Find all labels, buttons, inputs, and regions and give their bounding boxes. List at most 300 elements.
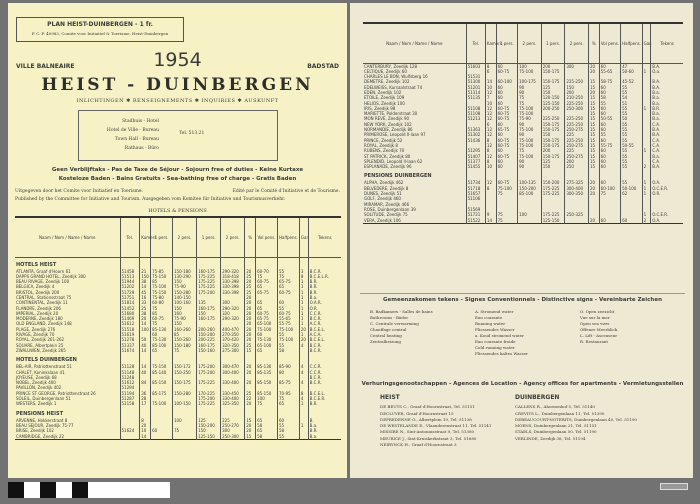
table-cell: 200 (541, 148, 565, 153)
table-cell: C.A. (651, 159, 683, 164)
table-cell: 51108 (466, 111, 485, 116)
table-cell: 100 (518, 212, 542, 217)
table-cell: B.a. (651, 111, 683, 116)
table-cell: 100 (173, 418, 197, 423)
table-cell: 75-130 (256, 337, 278, 342)
hotel-name: CAMBRIDGE, Zeedijk 22 (16, 433, 65, 439)
table-cell: 51158 (120, 401, 140, 406)
legend-item: C. Centrale verwarming (370, 321, 419, 326)
left-page (8, 3, 347, 478)
table-cell: 51278 (120, 337, 140, 342)
table-cell: 160-175 (197, 316, 221, 321)
table-cell: 51213 (466, 116, 485, 121)
column-header: Tekens (651, 23, 683, 63)
cell (518, 169, 542, 180)
table-cell: 318-418 (221, 274, 245, 279)
hotel-name: DAPPS GRAND HOTEL, Zeedijk 300 (16, 273, 86, 279)
duinbergen-title: DUINBERGEN (515, 394, 560, 401)
table-cell: 15 (245, 418, 256, 423)
table-cell: 150-200 (518, 186, 542, 191)
table-cell: 51531 (466, 74, 485, 79)
table-cell: 60 (599, 159, 620, 164)
table-cell: 120-150 (541, 95, 565, 100)
table-cell: 75-100 (518, 69, 542, 74)
table-cell: 75-150 (151, 290, 173, 295)
table-cell: 150-175 (541, 138, 565, 143)
table-cell: 250 (565, 164, 589, 169)
table-cell: 2 (642, 164, 651, 169)
agency-item: DE BEUTS C., Graaf d'Hoornstraat, Tel. 51151 (380, 404, 475, 410)
table-cell: 55 (621, 154, 642, 159)
table-cell: 15 (588, 116, 599, 121)
cell (173, 353, 197, 364)
hotel-name: SOLITUDE, Zeedijk 75 (364, 212, 408, 218)
table-cell: 150 (173, 321, 197, 326)
table-cell: 14 (485, 218, 496, 224)
agencies-duinbergen (515, 395, 665, 442)
table-cell: 55 (621, 85, 642, 90)
table-cell: 75-150 (151, 364, 173, 369)
table-cell: 40 (140, 343, 151, 348)
page-title: HEIST - DUINBERGEN (41, 75, 314, 95)
table-cell: 60 (278, 300, 300, 305)
table-cell: 51202 (120, 284, 140, 289)
table-cell: B.C.R. (308, 343, 341, 348)
heist-title: HEIST (380, 394, 400, 401)
table-cell: 1 (299, 295, 308, 300)
legend-item: O. Open zeezicht (580, 309, 615, 314)
table-cell: 1 (299, 300, 308, 305)
column-header: Halfpens. (621, 23, 642, 63)
table-cell: 85 (151, 279, 173, 284)
table-cell: 55 (278, 343, 300, 348)
table-cell: 160-175 (197, 343, 221, 348)
table-cell: 1 (642, 180, 651, 185)
table-cell: 55 (621, 159, 642, 164)
table-cell: 4 (299, 364, 308, 369)
table-cell: 85 (151, 311, 173, 316)
table-cell: 15 (588, 143, 599, 148)
legend-item: Open sea view (580, 321, 610, 326)
table-cell: C.A. (651, 148, 683, 153)
table-cell: 20 (588, 69, 599, 74)
table-cell: 75 (173, 348, 197, 353)
column-header: Halfpens. (278, 217, 300, 257)
table-cell: 14 (485, 79, 496, 84)
table-cell: 50-100 (621, 186, 642, 191)
cell (299, 257, 308, 269)
table-cell: 75 (496, 218, 517, 224)
table-cell: 8 (140, 418, 151, 423)
table-cell: O.a. (651, 69, 683, 74)
hotel-name: IMPERIAL, Zeedijk 20 (16, 310, 59, 316)
info-label: Town Hall - Bureau (114, 137, 159, 142)
table-cell: O.C.E.R. (651, 186, 683, 191)
table-cell: 12 (485, 132, 496, 137)
table-cell: B.R. (308, 284, 341, 289)
table-cell: 65 (256, 418, 278, 423)
table-cell: 65-100 (256, 321, 278, 326)
table-cell: 60 (496, 101, 517, 106)
table-cell: 100 (256, 396, 278, 401)
table-cell: 51108 (466, 106, 485, 111)
table-cell: 225 (565, 132, 589, 137)
table-cell: 70-95 (278, 391, 300, 396)
table-cell: 51814 (120, 300, 140, 305)
legend-item: R. Restaurant (580, 339, 609, 344)
pub-en-de: Published by the Committee for Initiative and Tourism. Ausgegeben vom Komitee für Initiative und Tourismusverkehr. (15, 197, 286, 202)
table-cell: 225-250 (565, 101, 589, 106)
table-cell: 15 (588, 138, 599, 143)
plan-box (16, 17, 184, 42)
table-cell: 200-250 (541, 106, 565, 111)
table-cell: 20 (245, 306, 256, 311)
table-cell: 320-350 (221, 343, 245, 348)
table-cell: 51944 (120, 279, 140, 284)
group-title: PENSIONS HEIST (16, 410, 63, 417)
table-cell: 51522 (466, 218, 485, 224)
table-cell: 160-175 (197, 306, 221, 311)
table-cell: 330-398 (221, 284, 245, 289)
table-cell: 75-100 (518, 154, 542, 159)
agency-item: NEIRYNCK H., Graaf d'Hoornstraat 3 (380, 442, 457, 448)
table-cell: 200 (565, 90, 589, 95)
table-cell: 60-75 (151, 316, 173, 321)
table-cell: 51657 (466, 191, 485, 196)
table-cell: 60 (496, 132, 517, 137)
table-cell: 51135 (466, 95, 485, 100)
table-cell: 25 (245, 391, 256, 396)
hotel-name: PLAGE, Zeedijk 276 (16, 326, 56, 332)
table-cell: 175-225 (197, 279, 221, 284)
table-cell: 55 (599, 101, 620, 106)
agency-item: DEPREDENNE O., Albertplein 19, Tel. 51138 (380, 416, 472, 422)
table-cell: 100 (518, 63, 542, 69)
table-cell: 150-175 (541, 122, 565, 127)
table-cell: 175-200 (197, 370, 221, 375)
group-heading (15, 257, 341, 269)
table-cell: 62 (621, 191, 642, 196)
table-cell: 60 (496, 148, 517, 153)
publisher-line-2 (15, 197, 340, 202)
table-cell: 20 (299, 337, 308, 342)
table-cell: 58 (256, 434, 278, 440)
table-cell: 55 (621, 90, 642, 95)
table-cell: 290-320 (221, 306, 245, 311)
table-cell: 25 (245, 343, 256, 348)
table-cell: 290-320 (221, 269, 245, 274)
table-cell: B.C.E.L. (308, 337, 341, 342)
table-cell: 51721 (466, 212, 485, 217)
legend-item: Cold running water (475, 345, 515, 350)
table-cell: 125 (541, 159, 565, 164)
table-cell: 12 (485, 111, 496, 116)
table-cell: 12 (485, 154, 496, 159)
table-cell: C.C.R. (308, 311, 341, 316)
legend-item: Fliessendes kaltes Wasser (475, 351, 528, 356)
table-cell: 20 (140, 316, 151, 321)
agency-item: MISSIRE N., Sint-Antoniusstraat 9, Tel. 51380 (380, 429, 475, 435)
table-cell: 7 (485, 95, 496, 100)
table-cell: 4 (299, 396, 308, 401)
table-cell: B.A. (651, 85, 683, 90)
hotel-name: MARIETTE, Polderstraat 30 (364, 111, 418, 117)
table-cell: 330-450 (221, 391, 245, 396)
table-cell: 75-100 (256, 327, 278, 332)
table-cell: 85-150 (256, 391, 278, 396)
table-cell: 75-150 (151, 274, 173, 279)
cell (173, 407, 197, 418)
hotel-name: ETOILE, Zeedijk 109 (364, 95, 405, 101)
hotels-table-right (363, 22, 683, 224)
table-cell: 15 (245, 434, 256, 440)
agency-item: DE WESTELANDE E., Vlaanderenstraat 11, Tel. 51141 (380, 423, 492, 429)
table-cell: 60 (496, 90, 517, 95)
table-cell: 225-250 (565, 122, 589, 127)
table-cell: 175-225 (541, 186, 565, 191)
hotel-name: BELVEDERE, Zeedijk 8 (364, 185, 409, 191)
hotel-name: ST PATRICK, Zeedijk 80 (364, 153, 411, 159)
hotel-name: CELTIQUE, Zeedijk 60 (364, 68, 407, 74)
agency-item: DECLUYER, Graaf d'Hoornstraat 15 (380, 410, 454, 416)
column-header: Gar. (299, 217, 308, 257)
table-cell: 330-400 (221, 396, 245, 401)
table-cell: 20 (299, 327, 308, 332)
column-header: % (245, 217, 256, 257)
legend-item: L. Lift - Ascenseur (580, 333, 618, 338)
legend-item: B. Badkamers - Salles de bains (370, 309, 433, 314)
table-cell: 75-100 (278, 327, 300, 332)
table-cell: 22 (245, 396, 256, 401)
hotel-name: ROSE, Duinbergenlaan 39 (364, 206, 416, 212)
table-cell: 55-75 (599, 143, 620, 148)
table-cell: 60-75 (496, 116, 517, 121)
table-cell: 20 (245, 332, 256, 337)
table-cell: 75 (151, 306, 173, 311)
hotel-name: MON REVE, Zeedijk 90 (364, 116, 410, 122)
table-cell: 60 (599, 138, 620, 143)
table-cell: 20 (245, 428, 256, 433)
group-title: HOTELS HEIST (16, 261, 57, 268)
table-cell: 330-398 (221, 279, 245, 284)
column-header: 1 pers. (151, 217, 173, 257)
table-cell: 150-175 (541, 143, 565, 148)
table-cell: 51624 (120, 428, 140, 433)
table-cell: 75-100 (518, 106, 542, 111)
table-cell: 14 (140, 364, 151, 369)
table-cell: 65-75 (278, 279, 300, 284)
table-cell: 75 (518, 101, 542, 106)
table-cell: 60-75 (278, 290, 300, 295)
table-cell: 20 (245, 423, 256, 428)
table-cell: 65 (256, 348, 278, 353)
table-cell: 20 (245, 380, 256, 385)
cell (197, 257, 221, 269)
table-cell: 150-160 (197, 348, 221, 353)
table-cell: 20 (245, 370, 256, 375)
table-cell: 12 (485, 106, 496, 111)
cell (197, 353, 221, 364)
table-cell: 20 (245, 364, 256, 369)
table-cell: 85-100 (518, 191, 542, 196)
table-cell: 90 (518, 90, 542, 95)
table-cell: 225-250 (565, 138, 589, 143)
table-cell: 275-325 (565, 180, 589, 185)
table-cell: 20 (245, 279, 256, 284)
table-cell: 6 (485, 122, 496, 127)
hotel-name: BEL-AIR, Patriottenstraat 51 (16, 364, 72, 370)
table-cell: 60-75 (496, 69, 517, 74)
legend-item: a. Koud stromend water (475, 333, 524, 338)
table-cell: 210-250 (565, 95, 589, 100)
table-cell: 60 (621, 218, 642, 224)
table-cell: 51128 (120, 364, 140, 369)
publisher-line-1 (15, 189, 340, 194)
table-cell: 75 (151, 321, 173, 326)
table-cell: 60-75 (496, 143, 517, 148)
cell (308, 353, 341, 364)
cell (120, 257, 140, 269)
table-cell: 6 (485, 69, 496, 74)
table-cell: 60 (256, 332, 278, 337)
table-cell: 15 (588, 122, 599, 127)
table-row (363, 218, 683, 224)
table-cell: 150-200 (197, 332, 221, 337)
cell (651, 169, 683, 180)
table-cell: 75 (173, 428, 197, 433)
table-cell: 175-225 (197, 284, 221, 289)
table-cell: 51729 (120, 290, 140, 295)
cell (541, 169, 565, 180)
agency-item: STAELS, Duinbergenlaan 50, Tel. 51190 (515, 429, 597, 435)
table-cell: O.R. (651, 191, 683, 196)
hotel-name: SQUARE, Albertplein 25 (16, 342, 64, 348)
agency-item: MEURICE J., Sint-Kruiskerkstraat 3, Tel. 51680 (380, 435, 477, 441)
table-cell: 51302 (466, 132, 485, 137)
legend-item: Bathrooms - Bäder (370, 315, 409, 320)
table-cell: 51718 (466, 186, 485, 191)
table-cell: 1 (642, 69, 651, 74)
table-cell: 90 (518, 132, 542, 137)
table-cell: 60 (599, 127, 620, 132)
hotel-name: DUNES, Zeedijk 51 (364, 191, 402, 197)
table-cell: 1 (299, 306, 308, 311)
table-cell: 20 (140, 423, 151, 428)
table-cell: 175-225 (197, 274, 221, 279)
hotel-name: OLD ENGLAND, Zeedijk 148 (16, 321, 72, 327)
table-cell: 15 (588, 132, 599, 137)
cell (496, 169, 517, 180)
table-cell: 1 (642, 148, 651, 153)
table-cell: 150 (173, 306, 197, 311)
table-cell: 175-200 (197, 290, 221, 295)
table-cell: 51294 (120, 385, 140, 390)
table-cell: 100-160 (173, 300, 197, 305)
agency-item: DEBEAUCOURT-NOTERITS, Duinbergenlaan 40, Tel. 51190 (515, 416, 637, 422)
table-cell: 15 (588, 154, 599, 159)
hotel-name: BEAU SEJOUR, Zeedijk 75-77 (16, 422, 74, 428)
table-cell: 40 (140, 370, 151, 375)
table-cell: 20 (245, 316, 256, 321)
table-cell: 300-350 (565, 191, 589, 196)
hotel-name: PAVILLON, Zeedijk 402 (16, 385, 62, 391)
table-row (15, 434, 341, 440)
table-cell: 1 (299, 332, 308, 337)
table-cell: 4 (299, 343, 308, 348)
cell (173, 257, 197, 269)
group-title: HOTELS DUINBERGEN (16, 357, 77, 364)
column-header: % (588, 23, 599, 63)
table-cell: B.C.R. (308, 269, 341, 274)
table-cell: 51287 (120, 396, 140, 401)
table-cell: 370-420 (221, 337, 245, 342)
table-cell: 15 (588, 85, 599, 90)
hotel-name: RIVAGE, Zeedijk 70 (16, 332, 55, 338)
table-cell: B.a. (308, 434, 341, 440)
table-cell: 60-75 (278, 311, 300, 316)
hotel-name: BELGICA, Zeedijk 4 (16, 284, 55, 290)
table-cell: 65 (151, 348, 173, 353)
table-cell: 54 (621, 95, 642, 100)
cell (221, 257, 245, 269)
table-cell: 60 (278, 418, 300, 423)
legend-item: A. Stromend water (475, 309, 514, 314)
table-cell: 65-75 (256, 316, 278, 321)
table-cell: 51513 (120, 274, 140, 279)
table-cell: A.C.A. (308, 332, 341, 337)
table-cell: 33 (140, 300, 151, 305)
table-cell: 85-130 (151, 327, 173, 332)
table-cell: 60 (599, 85, 620, 90)
table-cell: 75-90 (518, 116, 542, 121)
plan-title: PLAN HEIST-DUINBERGEN - 1 fr. (47, 21, 153, 28)
legend-item: Chauffage central (370, 327, 407, 332)
table-cell: 160-175 (197, 269, 221, 274)
table-cell: B.R. (308, 279, 341, 284)
hotel-name: EDEN, Zeedijk 102 (364, 89, 402, 95)
hotel-name: ATLANTA, Graaf d'Hoorn 61 (16, 268, 71, 274)
table-cell: 28 (140, 396, 151, 401)
table-cell: 60 (496, 85, 517, 90)
legend-item: Central heating (370, 333, 402, 338)
table-cell: 100-150 (173, 401, 197, 406)
badstad: BADSTAD (307, 63, 339, 70)
table-cell: B.a. (651, 95, 683, 100)
table-cell: 20 (245, 269, 256, 274)
table-cell: 55-65 (599, 69, 620, 74)
table-cell: 51569 (466, 207, 485, 212)
table-cell: B.C.E.R. (308, 396, 341, 401)
table-cell: 300-400 (565, 186, 589, 191)
table-cell: 175-225 (197, 401, 221, 406)
table-cell: 175-200 (197, 396, 221, 401)
cell (221, 353, 245, 364)
hotel-name: DEMETRE, Zeedijk 102 (364, 79, 410, 85)
table-cell: 75 (496, 191, 517, 196)
table-cell: 125-150 (541, 101, 565, 106)
table-row (15, 337, 341, 342)
table-cell: 38 (140, 279, 151, 284)
table-cell: 25 (245, 274, 256, 279)
table-cell: 150 (541, 90, 565, 95)
table-cell: 150-180 (173, 269, 197, 274)
table-cell: 125 (541, 85, 565, 90)
cell (278, 353, 300, 364)
table-cell (299, 434, 308, 440)
table-cell: 51603 (466, 63, 485, 69)
table-cell: 1 (642, 212, 651, 217)
table-cell: B.C.R. (308, 375, 341, 380)
